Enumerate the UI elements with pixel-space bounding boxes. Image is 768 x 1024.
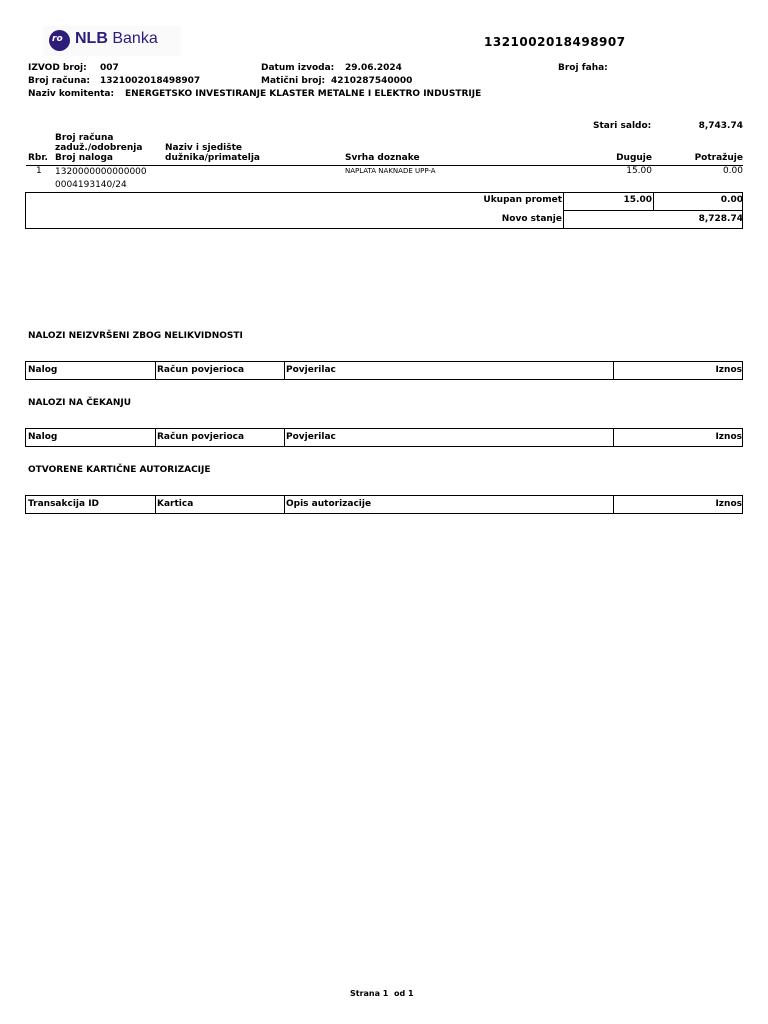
datum-label: Datum izvoda: <box>261 63 335 73</box>
col-naziv-2: dužnika/primatelja <box>165 153 260 163</box>
page-number: Strana 1 od 1 <box>350 989 414 998</box>
row-duguje: 15.00 <box>626 166 652 176</box>
broj-faha-label: Broj faha: <box>558 63 608 73</box>
col-povjerilac: Povjerilac <box>286 365 336 375</box>
row-account: 1320000000000000 <box>55 167 147 177</box>
col-iznos: Iznos <box>715 365 742 375</box>
bank-logo <box>43 26 181 56</box>
col-broj-racuna-1: Broj računa <box>55 133 114 143</box>
col-naziv-1: Naziv i sjedište <box>165 143 242 153</box>
col-transakcija-id: Transakcija ID <box>28 499 100 509</box>
col-racun-povjerioca: Račun povjerioca <box>157 432 245 442</box>
col-svrha: Svrha doznake <box>345 153 420 163</box>
col-potrazuje: Potražuje <box>694 153 743 163</box>
broj-racuna-value: 1321002018498907 <box>100 76 201 86</box>
col-iznos: Iznos <box>715 499 742 509</box>
izvod-value: 007 <box>100 63 119 73</box>
col-rbr: Rbr. <box>28 153 48 163</box>
novo-stanje-value: 8,728.74 <box>698 214 743 224</box>
row-nalog: 0004193140/24 <box>55 180 127 190</box>
stari-saldo-label: Stari saldo: <box>593 121 652 131</box>
broj-racuna-label: Broj računa: <box>28 76 91 86</box>
izvod-label: IZVOD broj: <box>28 63 87 73</box>
stari-saldo-value: 8,743.74 <box>698 121 743 131</box>
col-broj-naloga: Broj naloga <box>55 153 113 163</box>
row-rbr: 1 <box>36 166 42 176</box>
kartice-table <box>25 495 743 514</box>
naziv-label: Naziv komitenta: <box>28 89 115 99</box>
col-iznos: Iznos <box>715 432 742 442</box>
logo-text: NLB Banka <box>75 30 158 47</box>
nelikvidnost-table <box>25 361 743 380</box>
col-broj-racuna-2: zaduž./odobrenja <box>55 143 143 153</box>
col-povjerilac: Povjerilac <box>286 432 336 442</box>
col-racun-povjerioca: Račun povjerioca <box>157 365 245 375</box>
col-nalog: Nalog <box>28 432 58 442</box>
row-svrha: NAPLATA NAKNADE UPP-A <box>345 167 436 175</box>
maticni-label: Matični broj: <box>261 76 326 86</box>
header-account-number: 1321002018498907 <box>484 35 626 49</box>
maticni-value: 4210287540000 <box>331 76 413 86</box>
ukupan-potrazuje: 0.00 <box>720 195 743 205</box>
ukupan-promet-label: Ukupan promet <box>483 195 562 205</box>
section-cekanje-title: NALOZI NA ČEKANJU <box>28 398 132 408</box>
naziv-value: ENERGETSKO INVESTIRANJE KLASTER METALNE I ELEKTRO INDUSTRIJE <box>125 89 482 99</box>
col-nalog: Nalog <box>28 365 58 375</box>
ukupan-duguje: 15.00 <box>623 195 652 205</box>
section-kartice-title: OTVORENE KARTIČNE AUTORIZACIJE <box>28 465 211 475</box>
section-nelikvidnost-title: NALOZI NEIZVRŠENI ZBOG NELIKVIDNOSTI <box>28 331 243 341</box>
novo-stanje-label: Novo stanje <box>501 214 562 224</box>
col-opis-autorizacije: Opis autorizacije <box>286 499 372 509</box>
datum-value: 29.06.2024 <box>345 63 402 73</box>
cekanje-table <box>25 428 743 447</box>
col-duguje: Duguje <box>616 153 652 163</box>
col-kartica: Kartica <box>157 499 194 509</box>
row-potrazuje: 0.00 <box>722 166 743 176</box>
nlb-logo-icon: ro <box>49 30 70 51</box>
